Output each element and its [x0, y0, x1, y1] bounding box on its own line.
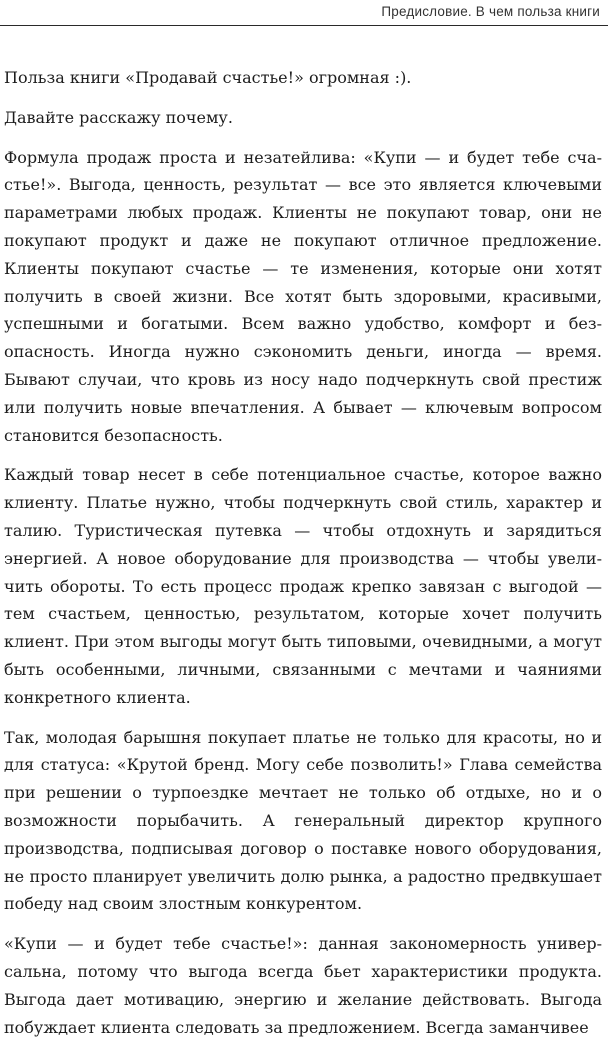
- paragraph-intro: Польза книги «Продавай счастье!» огромная :).: [4, 68, 412, 87]
- paragraph-lead: Давайте расскажу почему.: [4, 107, 233, 127]
- paragraph-formula: Формула продаж проста и незатейлива: «Купи — и будет тебе счастье!». Выгода, ценность, результат — все это является ключевыми параметрами любых продаж. Клиенты не покупают товар, они не покупают продукт и даже не покупают отличное предложение. Клиенты покупают счастье — те изменения, которые они хотят получить в своей жизни. Все хотят быть здоровыми, красивыми, успешными и богатыми. Всем важно удобство, комфорт и безопасность. Иногда нужно сэкономить деньги, иногда — время. Бывают случаи, что кровь из носу надо подчеркнуть свой престиж или получить новые впечатления. А бывает — ключевым вопросом становится безопасность.: [4, 147, 602, 445]
- paragraph-universal: «Купи — и будет тебе счастье!»: данная закономерность универсальна, потому что выгода всегда бьет характеристики продукта. Выгода дает мотивацию, энергию и желание действовать. Выгода побуждает клиента следовать за предложением. Всегда заманчивее: [4, 934, 602, 1037]
- running-title: Предисловие. В чем польза книги: [381, 4, 600, 19]
- paragraph-potential-happiness: Каждый товар несет в себе потенциальное счастье, которое важно клиенту. Платье нужно, чтобы подчеркнуть свой стиль, характер и талию. Туристическая путевка — чтобы отдохнуть и зарядиться энергией. А новое оборудование для производства — чтобы увеличить обороты. То есть процесс продаж крепко завязан с выгодой — тем счастьем, ценностью, результатом, которые хочет получить клиент. При этом выгоды могут быть типовыми, очевидными, а могут быть особенными, личными, связанными с мечтами и чаяниями конкретного клиента.: [4, 465, 602, 707]
- paragraph-examples: Так, молодая барышня покупает платье не только для красоты, но и для статуса: «Крутой бренд. Могу себе позволить!» Глава семейства при решении о турпоездке мечтает не только об отдыхе, но и о возможности порыбачить. А генеральный директор крупного производства, подписывая договор о поставке нового оборудования, не просто планирует увеличить долю рынка, а радостно предвкушает победу над своим злостным конкурентом.: [4, 727, 602, 914]
- running-header: [0, 0, 608, 26]
- page-body: [4, 64, 608, 1053]
